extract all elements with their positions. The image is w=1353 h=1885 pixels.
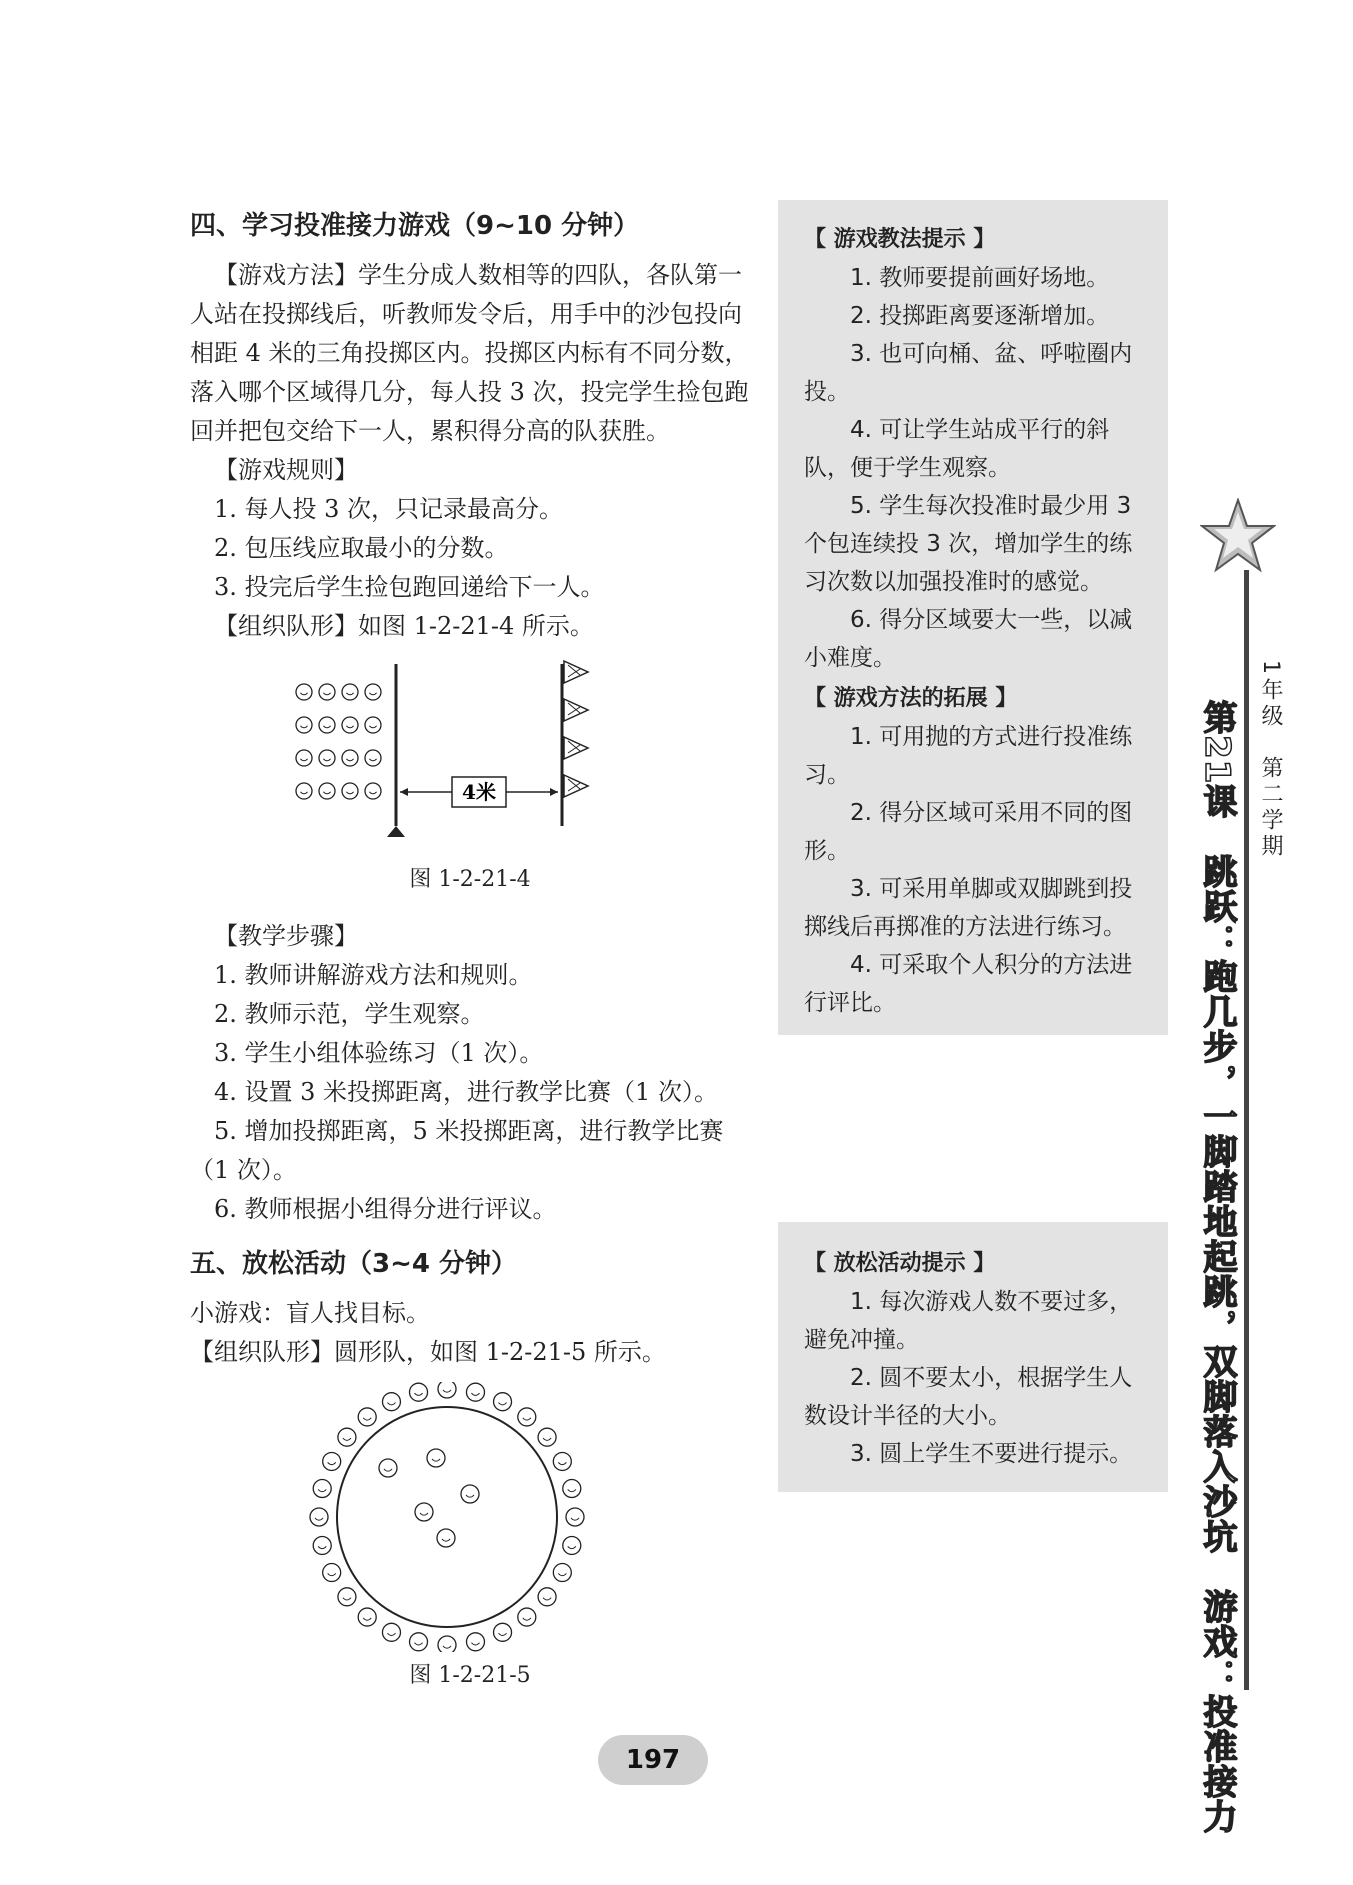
student-head-icon <box>342 717 358 733</box>
step-item: 6. 教师根据小组得分进行评议。 <box>214 1195 557 1223</box>
student-head-icon <box>382 1393 400 1411</box>
target-triangles <box>564 661 588 797</box>
student-head-icon <box>319 783 335 799</box>
student-head-icon <box>382 1623 400 1641</box>
student-head-icon <box>338 1428 356 1446</box>
student-head-icon <box>296 684 312 700</box>
student-head-icon <box>338 1588 356 1606</box>
tips3-title: 【 放松活动提示 】 <box>804 1251 996 1276</box>
student-groups <box>296 684 381 799</box>
step-item: 5. 增加投掷距离，5 米投掷距离，进行教学比赛（1 次）。 <box>190 1117 724 1184</box>
right-arrowhead <box>550 788 558 796</box>
formation-text: 【组织队形】如图 1-2-21-4 所示。 <box>214 612 594 640</box>
student-head-icon <box>461 1485 479 1503</box>
student-head-icon <box>563 1536 581 1554</box>
student-head-icon <box>310 1508 328 1526</box>
student-head-icon <box>319 750 335 766</box>
student-head-icon <box>518 1608 536 1626</box>
target-triangle-icon <box>564 699 588 721</box>
tips2-list <box>804 718 1146 1022</box>
steps-list <box>190 956 750 1229</box>
student-head-icon <box>466 1383 484 1401</box>
target-triangle-icon <box>564 737 588 759</box>
tip-item: 1. 教师要提前画好场地。 <box>850 265 1110 291</box>
formation5-text: 【组织队形】圆形队，如图 1-2-21-5 所示。 <box>190 1338 666 1366</box>
tip-item: 1. 每次游戏人数不要过多，避免冲撞。 <box>804 1289 1133 1353</box>
student-head-icon <box>296 717 312 733</box>
teacher-marker <box>387 826 405 837</box>
rule-item: 3. 投完后学生捡包跑回递给下一人。 <box>214 573 605 601</box>
tips1-title: 【 游戏教法提示 】 <box>804 227 996 252</box>
student-head-icon <box>323 1452 341 1470</box>
tips-box-teaching <box>778 200 1168 1035</box>
student-head-icon <box>437 1529 455 1547</box>
student-head-icon <box>342 783 358 799</box>
circle-diagram <box>190 1382 750 1652</box>
rules-title: 【游戏规则】 <box>214 456 358 484</box>
sidebar-rule <box>1244 570 1249 1690</box>
student-head-icon <box>313 1536 331 1554</box>
sidebar-grade: 1年级 第二学期 <box>1258 660 1283 860</box>
student-head-icon <box>553 1452 571 1470</box>
rule-item: 2. 包压线应取最小的分数。 <box>214 534 509 562</box>
student-head-icon <box>358 1608 376 1626</box>
student-head-icon <box>319 684 335 700</box>
student-head-icon <box>365 684 381 700</box>
student-head-icon <box>427 1449 445 1467</box>
student-head-icon <box>415 1503 433 1521</box>
student-head-icon <box>553 1564 571 1582</box>
student-head-icon <box>296 783 312 799</box>
method-paragraph: 【游戏方法】学生分成人数相等的四队，各队第一人站在投掷线后，听教师发令后，用手中的沙包投向相距 4 米的三角投掷区内。投掷区内标有不同分数，落入哪个区域得几分，每人投 3 次，投完学生捡包跑回并把包交给下一人，累积得分高的队获胜。 <box>190 261 749 445</box>
student-head-icon <box>313 1480 331 1498</box>
steps-title: 【教学步骤】 <box>214 922 358 950</box>
tips3-list <box>804 1283 1146 1473</box>
tips-box-relax <box>778 1222 1168 1492</box>
student-head-icon <box>538 1428 556 1446</box>
tip-item: 2. 圆不要太小，根据学生人数设计半径的大小。 <box>804 1365 1133 1429</box>
student-head-icon <box>494 1623 512 1641</box>
tips2-title: 【 游戏方法的拓展 】 <box>804 686 1018 711</box>
target-triangle-icon <box>564 775 588 797</box>
tip-item: 2. 得分区域可采用不同的图形。 <box>804 800 1133 864</box>
student-head-icon <box>438 1636 456 1652</box>
star-icon <box>1200 498 1276 574</box>
student-head-icon <box>566 1508 584 1526</box>
student-head-icon <box>410 1633 428 1651</box>
student-head-icon <box>466 1633 484 1651</box>
tip-item: 2. 投掷距离要逐渐增加。 <box>850 303 1110 329</box>
page-number: 197 <box>598 1735 708 1785</box>
student-head-icon <box>342 684 358 700</box>
rules-list <box>190 490 750 607</box>
student-head-icon <box>296 750 312 766</box>
left-arrowhead <box>400 788 408 796</box>
throw-diagram <box>190 654 750 854</box>
student-head-icon <box>538 1588 556 1606</box>
tip-item: 3. 可采用单脚或双脚跳到投掷线后再掷准的方法进行练习。 <box>804 876 1133 940</box>
main-column <box>190 205 750 1689</box>
rule-item: 1. 每人投 3 次，只记录最高分。 <box>214 495 564 523</box>
student-head-icon <box>563 1480 581 1498</box>
tip-item: 5. 学生每次投准时最少用 3 个包连续投 3 次，增加学生的练习次数以加强投准时的感觉。 <box>804 493 1133 595</box>
section5-heading: 五、放松活动（3~4 分钟） <box>190 1249 518 1279</box>
step-item: 3. 学生小组体验练习（1 次）。 <box>214 1039 544 1067</box>
step-item: 4. 设置 3 米投掷距离，进行教学比赛（1 次）。 <box>214 1078 718 1106</box>
student-head-icon <box>365 750 381 766</box>
distance-label: 4米 <box>462 780 496 804</box>
tip-item: 4. 可采取个人积分的方法进行评比。 <box>804 952 1133 1016</box>
figure-4 <box>190 654 750 854</box>
section4-heading: 四、学习投准接力游戏（9~10 分钟） <box>190 211 640 241</box>
student-head-icon <box>410 1383 428 1401</box>
step-item: 2. 教师示范，学生观察。 <box>214 1000 485 1028</box>
student-head-icon <box>319 717 335 733</box>
tip-item: 6. 得分区域要大一些，以减小难度。 <box>804 607 1133 671</box>
tips1-list <box>804 259 1146 677</box>
student-head-icon <box>379 1459 397 1477</box>
student-head-icon <box>518 1408 536 1426</box>
play-circle <box>337 1407 557 1627</box>
tip-item: 3. 也可向桶、盆、呼啦圈内投。 <box>804 341 1133 405</box>
sidebar-lesson: 第21课 跳跃：跑几步，一脚踏地起跳，双脚落入沙坑 游戏：投准接力 <box>1197 700 1237 1835</box>
target-triangle-icon <box>564 661 588 683</box>
tip-item: 1. 可用抛的方式进行投准练习。 <box>804 724 1133 788</box>
figure-5-caption: 图 1-2-21-5 <box>409 1663 531 1688</box>
student-head-icon <box>365 783 381 799</box>
student-head-icon <box>494 1393 512 1411</box>
step-item: 1. 教师讲解游戏方法和规则。 <box>214 961 533 989</box>
figure-4-caption: 图 1-2-21-4 <box>409 867 531 892</box>
game-text: 小游戏：盲人找目标。 <box>190 1299 430 1327</box>
student-head-icon <box>438 1382 456 1398</box>
student-head-icon <box>323 1564 341 1582</box>
student-head-icon <box>358 1408 376 1426</box>
student-head-icon <box>342 750 358 766</box>
tip-item: 4. 可让学生站成平行的斜队，便于学生观察。 <box>804 417 1110 481</box>
tip-item: 3. 圆上学生不要进行提示。 <box>850 1441 1133 1467</box>
figure-5 <box>190 1382 750 1652</box>
student-head-icon <box>365 717 381 733</box>
